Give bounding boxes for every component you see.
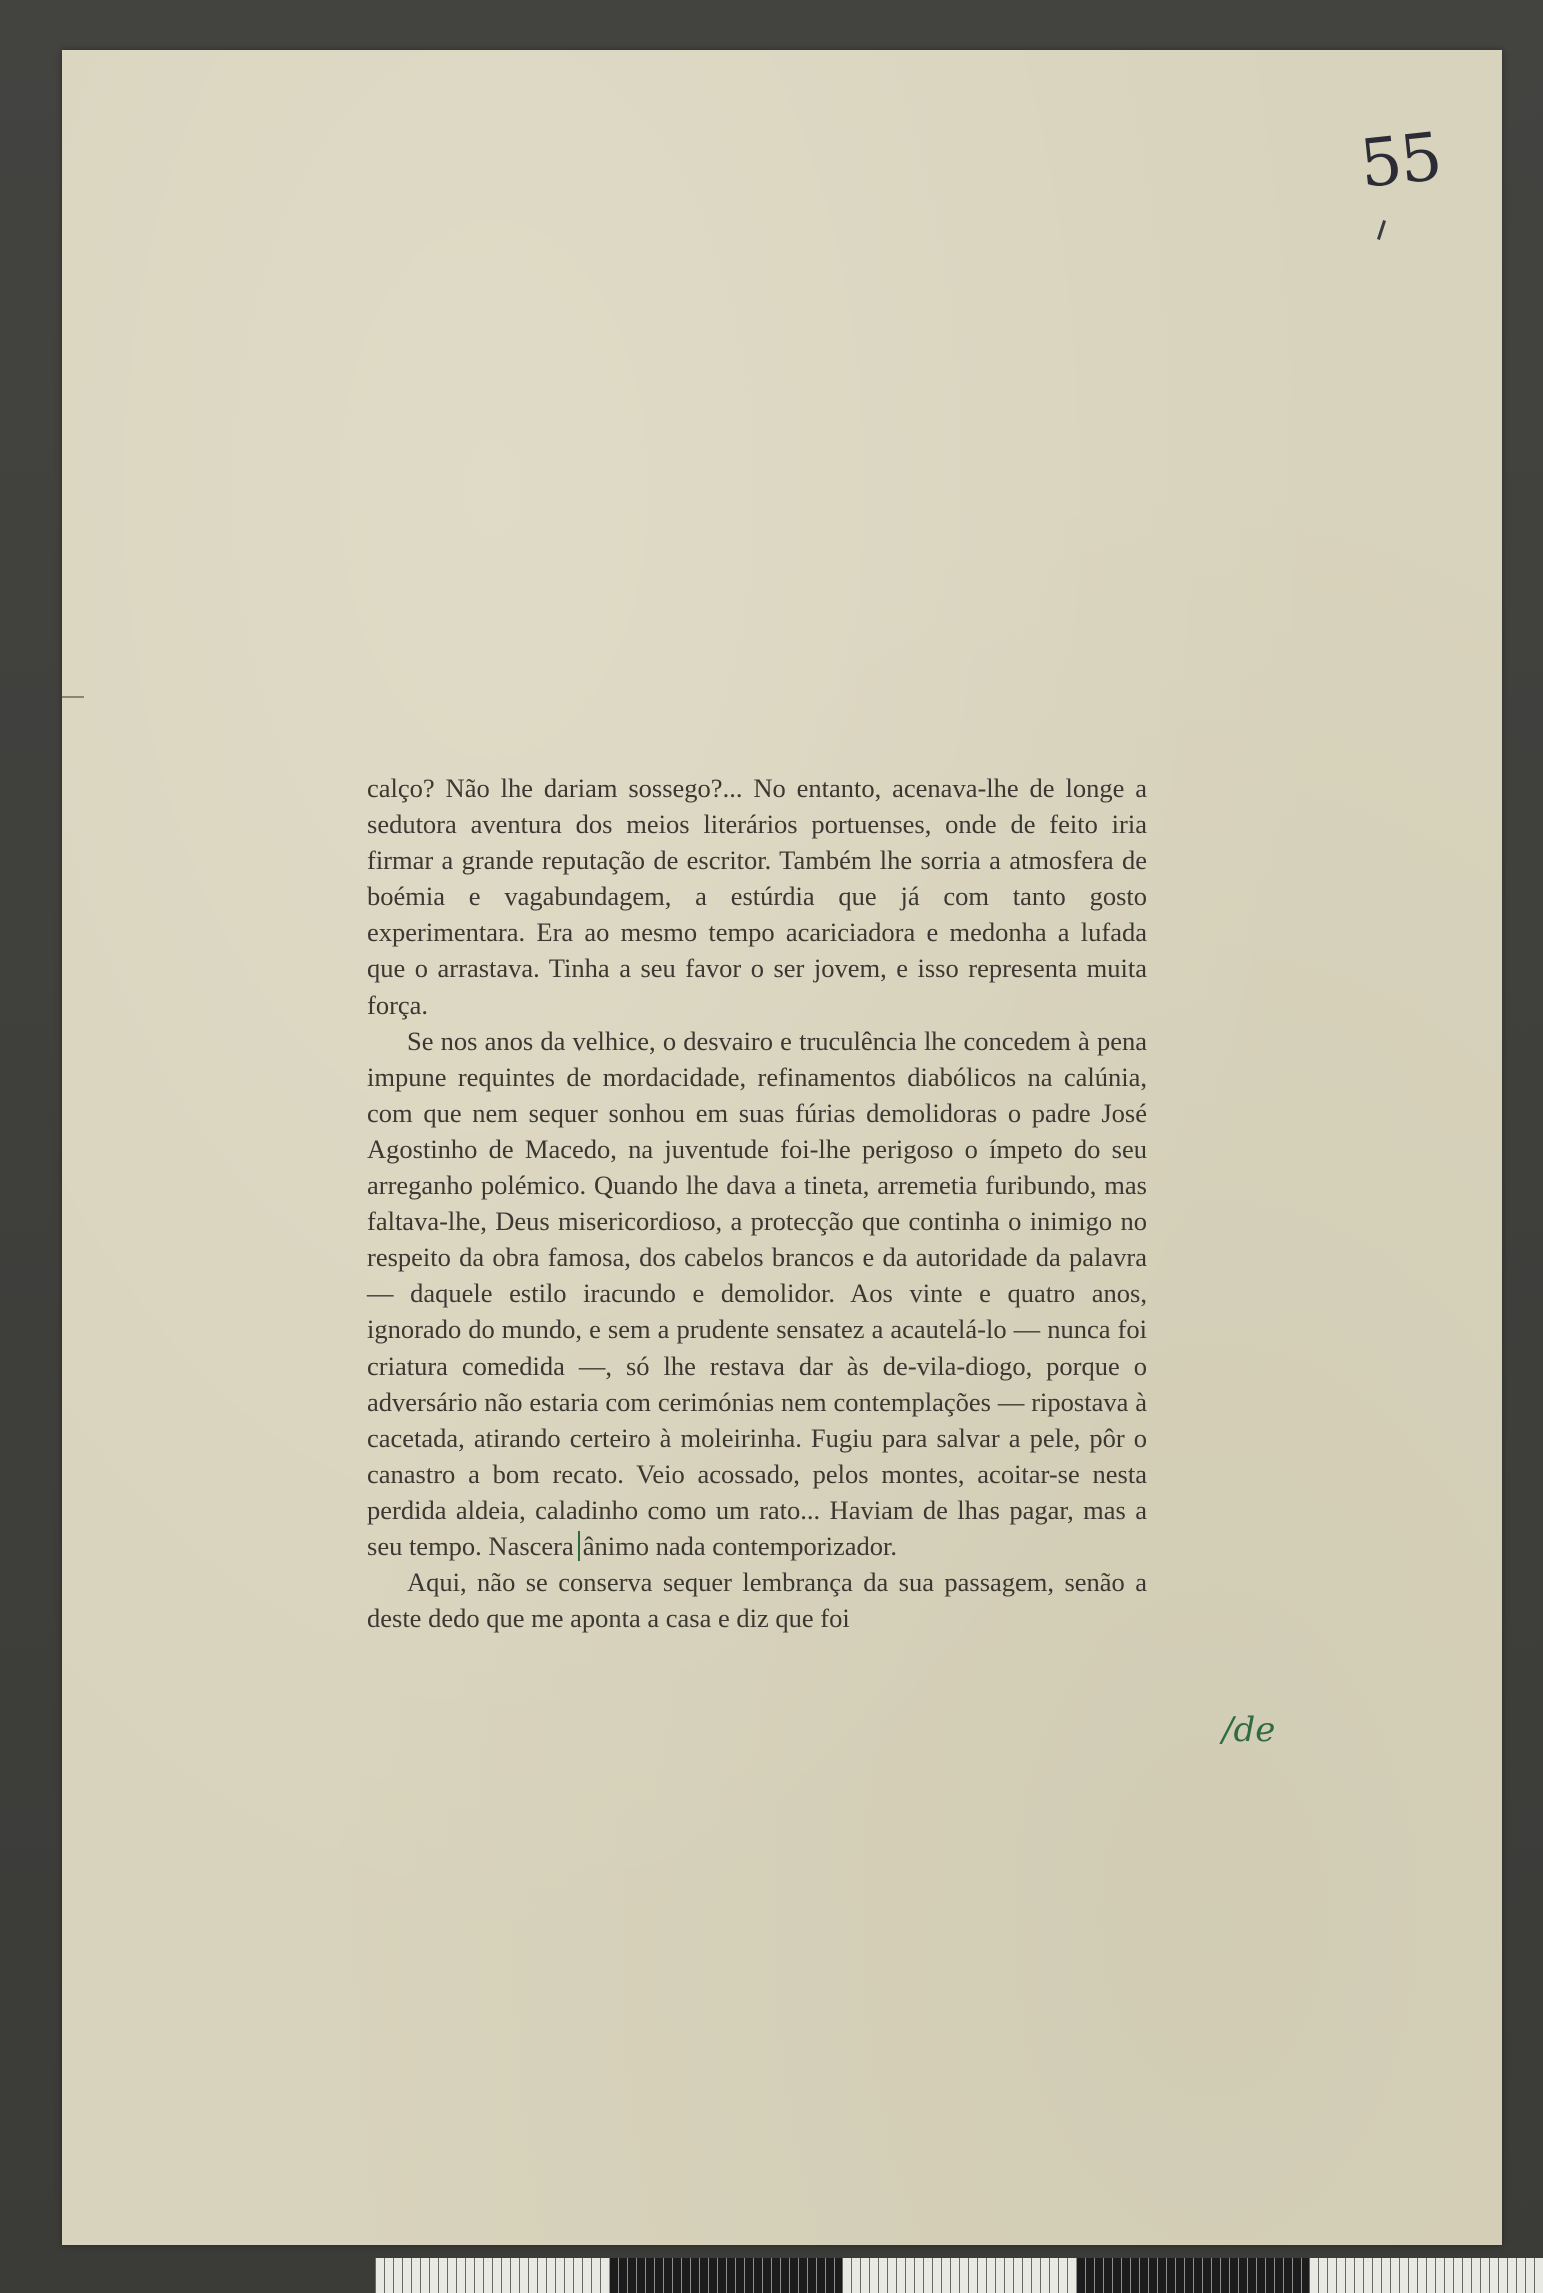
page-number-tick-mark bbox=[1377, 220, 1386, 240]
scale-ruler bbox=[375, 2258, 1543, 2293]
ruler-segment bbox=[1309, 2258, 1543, 2293]
page-edge-mark bbox=[62, 696, 84, 698]
handwritten-page-number: 55 bbox=[1356, 118, 1444, 203]
paragraph-2 bbox=[367, 1023, 1147, 1564]
paragraph-3 bbox=[367, 1564, 1147, 1636]
paragraph-2-text-after-mark: ânimo nada contemporizador. bbox=[582, 1530, 897, 1561]
body-text bbox=[367, 770, 1147, 1636]
paragraph-1-text: calço? Não lhe dariam sossego?... No entanto, acenava-lhe de longe a sedutora aventura dos meios literários portuenses, onde de feito iria firmar a grande reputação de escritor. Também lhe sorria a atmosfera de boémia e vagabundagem, a estúrdia que já com tanto gosto experimentara. Era ao mesmo tempo acariciadora e medonha a lufada que o arrastava. Tinha a seu favor o ser jovem, e isso representa muita força. bbox=[367, 773, 1147, 1020]
ruler-segment bbox=[842, 2258, 1076, 2293]
proofreading-insertion-mark bbox=[578, 1531, 580, 1561]
ruler-segment bbox=[375, 2258, 609, 2293]
paragraph-2-text: Se nos anos da velhice, o desvairo e truculência lhe concedem à pena impune requintes de mordacidade, refinamentos diabólicos na calúnia, com que nem sequer sonhou em suas fúrias demolidoras o padre José Agostinho de Macedo, na juventude foi-lhe perigoso o ímpeto do seu arreganho polémico. Quando lhe dava a tineta, arremetia furibundo, mas faltava-lhe, Deus misericordioso, a protecção que continha o inimigo no respeito da obra famosa, dos cabelos brancos e da autoridade da palavra — daquele estilo iracundo e demolidor. Aos vinte e quatro anos, ignorado do mundo, e sem a prudente sensatez a acautelá-lo — nunca foi criatura comedida —, só lhe restava dar às de-vila-diogo, porque o adversário não estaria com cerimónias nem contemplações — ripostava à cacetada, atirando certeiro à moleirinha. Fugiu para salvar a pele, pôr o canastro a bom recato. Veio acossado, pelos montes, acoitar-se nesta perdida aldeia, caladinho como um rato... Haviam de lhas pagar, mas a seu tempo. Nascera bbox=[367, 1025, 1147, 1561]
ruler-segment bbox=[609, 2258, 843, 2293]
document-page bbox=[62, 50, 1502, 2245]
paragraph-3-text: Aqui, não se conserva sequer lembrança da sua passagem, senão a deste dedo que me aponta a casa e diz que foi bbox=[367, 1567, 1147, 1634]
paragraph-1 bbox=[367, 770, 1147, 1023]
ruler-segment bbox=[1076, 2258, 1310, 2293]
handwritten-margin-correction: /de bbox=[1222, 1710, 1276, 1750]
